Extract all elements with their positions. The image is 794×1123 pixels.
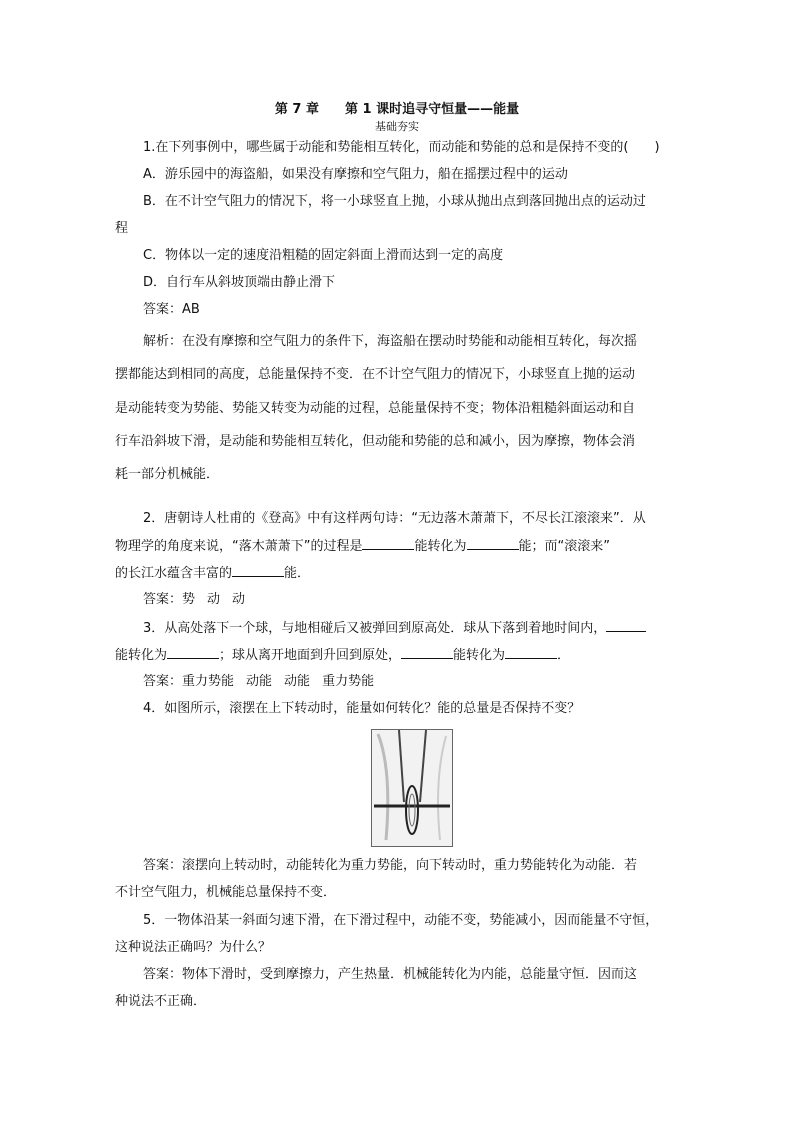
q4-answer-line2: 不计空气阻力，机械能总量保持不变． [115,885,337,900]
q1-option-d: D．自行车从斜坡顶端由静止滑下 [143,275,336,290]
q1-option-c: C．物体以一定的速度沿粗糙的固定斜面上滑而达到一定的高度 [143,248,504,263]
section-title: 基础夯实 [375,120,419,133]
q2-text: 能． [284,566,311,581]
answer-item: 重力势能 [322,674,375,689]
q3-text: 能转化为 [115,648,168,663]
q5-answer [143,966,637,984]
answer-label: 答案： [143,302,183,317]
q2-line3 [115,564,310,583]
q2-text: 的长江水蕴含丰富的 [115,566,233,581]
q5-line1: 5．一物体沿某一斜面匀速下滑，在下滑过程中，动能不变，势能减小，因而能量不守恒， [143,913,659,928]
q4-stem: 4．如图所示，滚摆在上下转动时，能量如何转化？能的总量是否保持不变？ [143,701,581,716]
fill-blank [401,646,453,659]
answer-text: 物体下滑时，受到摩擦力，产生热量．机械能转化为内能，总能量守恒．因而这 [182,967,638,982]
fill-blank [606,619,646,632]
q5-line2: 这种说法正确吗？为什么？ [115,940,272,955]
lesson-title: 第 1 课时追寻守恒量——能量 [345,102,520,117]
q3-answer [143,673,374,691]
q3-text: 3．从高处落下一个球，与地相碰后又被弹回到原高处．球从下落到着地时间内， [143,621,607,636]
q1-option-b-cont: 程 [115,221,129,236]
page-title [0,98,794,117]
answer-text: AB [182,302,200,317]
rolling-pendulum-illustration [372,730,452,846]
answer-item: 动 [232,592,246,607]
q2-text: 能；而“滚滚来” [518,539,610,554]
fill-blank [362,537,414,550]
answer-item: 重力势能 [182,674,235,689]
q1-analysis-line2: 摆都能达到相同的高度，总能量保持不变．在不计空气阻力的情况下，小球竖直上抛的运动 [115,367,636,382]
q4-answer [143,857,637,875]
answer-item: 动能 [246,674,273,689]
answer-item: 动能 [284,674,311,689]
q2-text: 能转化为 [414,539,467,554]
answer-label: 答案： [143,967,183,982]
q3-text: ；球从离开地面到升回到原处， [219,648,402,663]
q1-analysis [143,333,637,351]
answer-label: 答案： [143,858,183,873]
answer-label: 答案： [143,592,183,607]
q1-option-a: A．游乐园中的海盗船，如果没有摩擦和空气阻力，船在摇摆过程中的运动 [143,167,568,182]
q1-stem: 1.在下列事例中，哪些属于动能和势能相互转化，而动能和势能的总和是保持不变的( ) [143,140,660,155]
q3-line1 [143,619,646,638]
q2-line2 [115,537,610,556]
answer-item: 动 [207,592,221,607]
q3-text: ． [557,648,571,663]
fill-blank [505,646,557,659]
answer-text: 滚摆向上转动时，动能转化为重力势能，向下转动时，重力势能转化为动能．若 [182,858,638,873]
rolling-pendulum-figure [371,729,453,847]
fill-blank [467,537,519,550]
q1-analysis-line5: 耗一部分机械能． [115,467,220,482]
chapter-label: 第 7 章 [274,102,319,117]
q2-line1: 2．唐朝诗人杜甫的《登高》中有这样两句诗：“无边落木萧萧下，不尽长江滚滚来”．从 [143,511,646,526]
q1-analysis-line3: 是动能转变为势能、势能又转变为动能的过程，总能量保持不变；物体沿粗糙斜面运动和自 [115,401,636,416]
q1-option-b: B．在不计空气阻力的情况下，将一小球竖直上抛，小球从抛出点到落回抛出点的运动过 [143,194,646,209]
q1-answer [143,301,200,319]
q3-text: 能转化为 [453,648,506,663]
q1-analysis-line4: 行车沿斜坡下滑，是动能和势能相互转化，但动能和势能的总和减小，因为摩擦，物体会消 [115,434,636,449]
fill-blank [167,646,219,659]
q2-answer [143,591,245,609]
answer-label: 答案： [143,674,183,689]
q3-line2 [115,646,570,665]
q2-text: 物理学的角度来说，“落木萧萧下”的过程是 [115,539,363,554]
analysis-text: 在没有摩擦和空气阻力的条件下，海盗船在摆动时势能和动能相互转化，每次摇 [182,334,638,349]
answer-item: 势 [182,592,196,607]
analysis-label: 解析： [143,334,183,349]
q5-answer-line2: 种说法不正确． [115,994,207,1009]
fill-blank [232,564,284,577]
